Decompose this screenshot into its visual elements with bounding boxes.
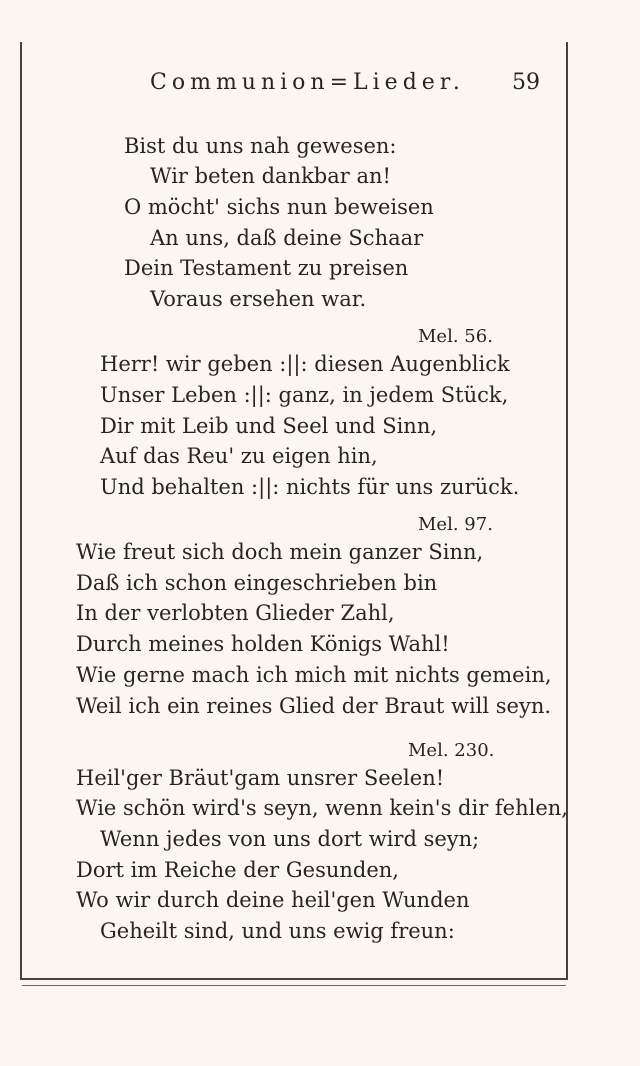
verse-line: In der verlobten Glieder Zahl, (76, 601, 395, 625)
verse-line: Durch meines holden Königs Wahl! (76, 632, 450, 656)
header-title: Communion=Lieder. (150, 70, 465, 95)
verse-line: Und behalten :||: nichts für uns zurück. (100, 475, 520, 499)
page-number: 59 (512, 70, 540, 95)
verse-line: Unser Leben :||: ganz, in jedem Stück, (100, 383, 509, 407)
verse-line: Daß ich schon eingeschrieben bin (76, 571, 438, 595)
verse-line: Wir beten dankbar an! (150, 164, 391, 188)
verse-line: Weil ich ein reines Glied der Braut will seyn. (76, 694, 552, 718)
verse-line: Dein Testament zu preisen (124, 256, 409, 280)
verse-line: Heil'ger Bräut'gam unsrer Seelen! (76, 766, 445, 790)
melody-reference: Mel. 56. (418, 326, 493, 347)
verse-line: Wo wir durch deine heil'gen Wunden (76, 888, 470, 912)
verse-line: O möcht' sichs nun beweisen (124, 195, 434, 219)
verse-line: Herr! wir geben :||: diesen Augenblick (100, 352, 510, 376)
verse-line: Wenn jedes von uns dort wird seyn; (100, 827, 480, 851)
verse-line: Dir mit Leib und Seel und Sinn, (100, 414, 438, 438)
verse-line: Geheilt sind, und uns ewig freun: (100, 919, 455, 943)
running-header (150, 70, 540, 104)
verse-line: Dort im Reiche der Gesunden, (76, 858, 399, 882)
melody-reference: Mel. 97. (418, 514, 493, 535)
melody-reference: Mel. 230. (408, 740, 495, 761)
verse-line: Auf das Reu' zu eigen hin, (100, 444, 378, 468)
verse-line: Wie freut sich doch mein ganzer Sinn, (76, 540, 484, 564)
verse-line: Voraus ersehen war. (150, 287, 367, 311)
verse-line: Wie schön wird's seyn, wenn kein's dir fehlen, (76, 796, 568, 820)
verse-line: Wie gerne mach ich mich mit nichts gemein, (76, 663, 552, 687)
verse-line: An uns, daß deine Schaar (150, 226, 424, 250)
verse-line: Bist du uns nah gewesen: (124, 134, 397, 158)
